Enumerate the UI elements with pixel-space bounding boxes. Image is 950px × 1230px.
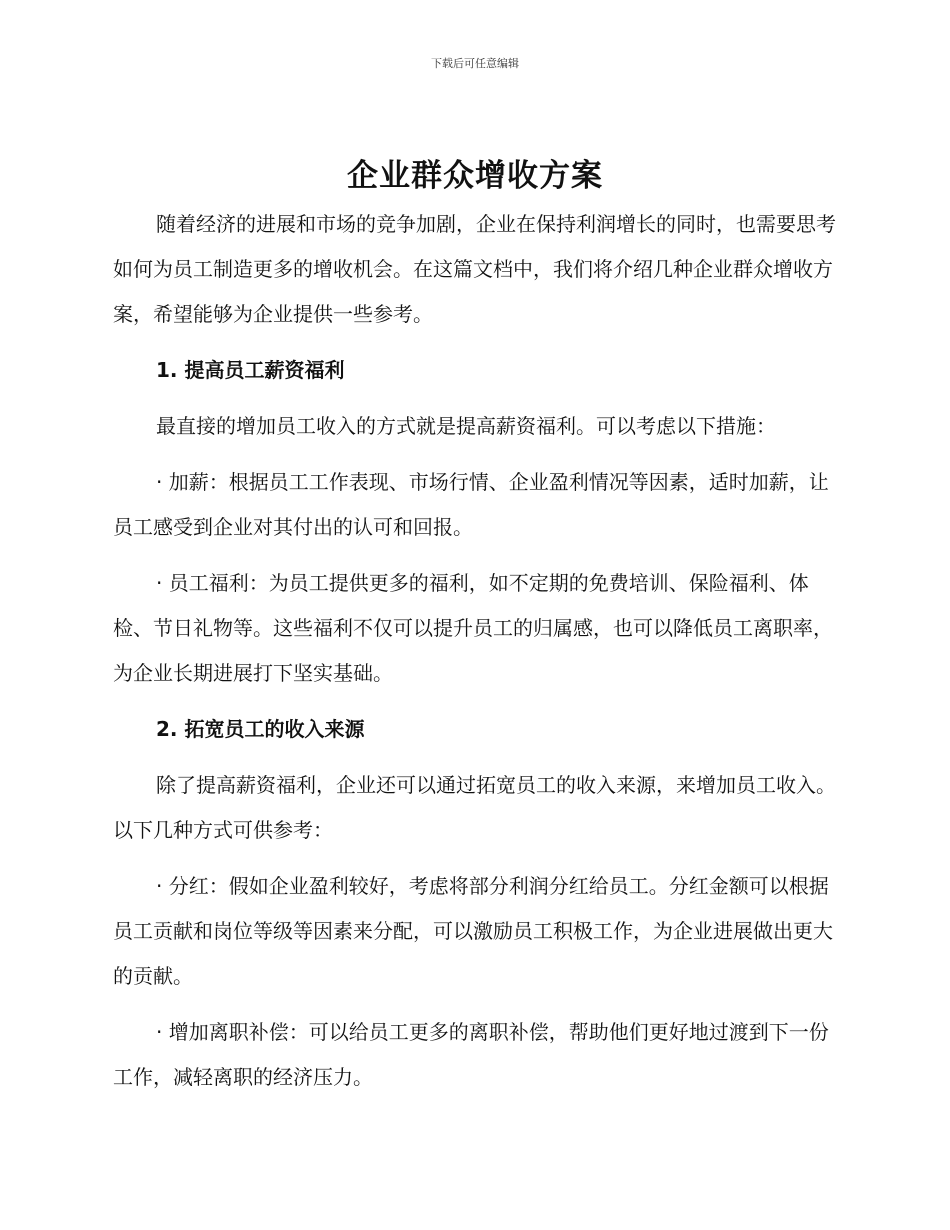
section-1-item-benefits: · 员工福利：为员工提供更多的福利，如不定期的免费培训、保险福利、体检、节日礼物等。这些福利不仅可以提升员工的归属感，也可以降低员工离职率，为企业长期进展打下坚实基础。 [113, 571, 833, 685]
section-1-item-raise: · 加薪：根据员工工作表现、市场行情、企业盈利情况等因素，适时加薪，让员工感受到企业对其付出的认可和回报。 [113, 470, 829, 539]
section-2-lead: 除了提高薪资福利，企业还可以通过拓宽员工的收入来源，来增加员工收入。以下几种方式可供参考： [113, 773, 836, 842]
section-2-item-severance: · 增加离职补偿：可以给员工更多的离职补偿，帮助他们更好地过渡到下一份工作，减轻离职的经济压力。 [113, 1020, 829, 1089]
section-1-lead: 最直接的增加员工收入的方式就是提高薪资福利。可以考虑以下措施： [156, 414, 776, 438]
document-body [113, 202, 837, 1100]
header-note: 下载后可任意编辑 [431, 57, 519, 70]
intro-paragraph: 随着经济的进展和市场的竞争加剧，企业在保持利润增长的同时，也需要思考如何为员工制造更多的增收机会。在这篇文档中，我们将介绍几种企业群众增收方案，希望能够为企业提供一些参考。 [113, 212, 836, 326]
section-2-item-dividend: · 分红：假如企业盈利较好，考虑将部分利润分红给员工。分红金额可以根据员工贡献和岗位等级等因素来分配，可以激励员工积极工作，为企业进展做出更大的贡献。 [113, 874, 833, 988]
section-2-heading: 2. 拓宽员工的收入来源 [156, 717, 365, 741]
document-title: 企业群众增收方案 [347, 158, 603, 194]
section-1-heading: 1. 提高员工薪资福利 [156, 358, 345, 382]
